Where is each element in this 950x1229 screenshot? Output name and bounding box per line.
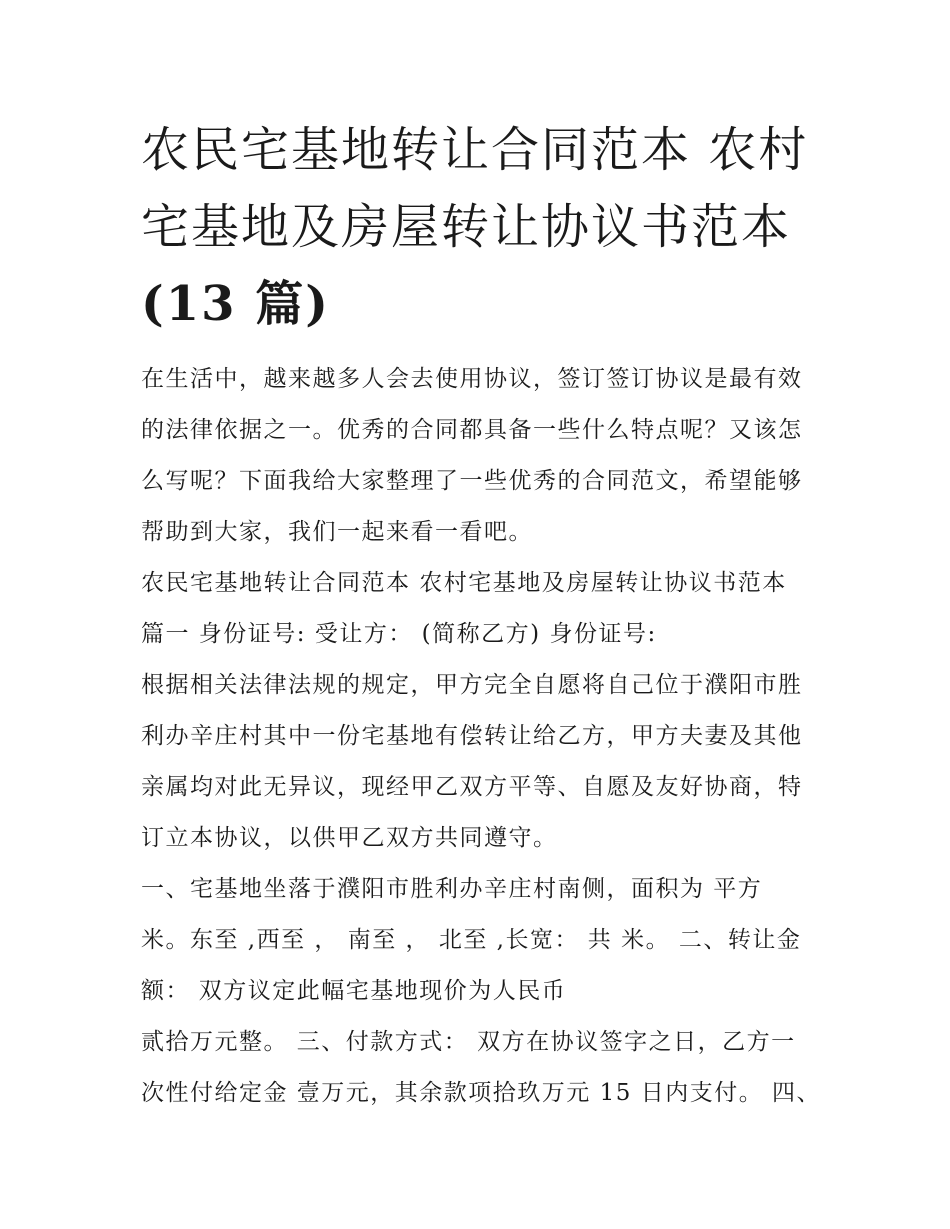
body-line: 帮助到大家，我们一起来看一看吧。	[141, 519, 533, 545]
body-line: 订立本协议，以供甲乙双方共同遵守。	[141, 825, 558, 851]
body-line: 贰拾万元整。 三、付款方式： 双方在协议签字之日，乙方一	[141, 1029, 796, 1055]
body-line: 根据相关法律法规的规定，甲方完全自愿将自己位于濮阳市胜	[141, 672, 803, 698]
body-line: 额： 双方议定此幅宅基地现价为人民币	[141, 978, 567, 1004]
body-line: 米。东至 ,西至 ， 南至 ， 北至 ,长宽： 共 米。 二、转让金	[141, 927, 802, 953]
body-line: 利办辛庄村其中一份宅基地有偿转让给乙方，甲方夫妻及其他	[141, 723, 803, 749]
body-line: 么写呢？下面我给大家整理了一些优秀的合同范文，希望能够	[141, 468, 803, 494]
body-line: 在生活中，越来越多人会去使用协议，签订签订协议是最有效	[141, 366, 803, 392]
body-line: 亲属均对此无异议，现经甲乙双方平等、自愿及友好协商，特	[141, 774, 803, 800]
title-line-3: (13 篇)	[141, 276, 330, 332]
body-line: 次性付给定金 壹万元，其余款项拾玖万元 15 日内支付。 四、	[141, 1080, 822, 1106]
document-body	[141, 354, 821, 1119]
title-line-2: 宅基地及房屋转让协议书范本	[141, 199, 792, 255]
title-line-1: 农民宅基地转让合同范本 农村	[141, 122, 809, 178]
body-line: 一、宅基地坐落于濮阳市胜利办辛庄村南侧，面积为 平方	[141, 876, 763, 902]
document-title	[141, 112, 821, 343]
body-line: 农民宅基地转让合同范本 农村宅基地及房屋转让协议书范本	[141, 570, 787, 596]
body-line: 篇一 身份证号: 受让方： (简称乙方) 身份证号:	[141, 621, 657, 647]
body-line: 的法律依据之一。优秀的合同都具备一些什么特点呢？又该怎	[141, 417, 803, 443]
